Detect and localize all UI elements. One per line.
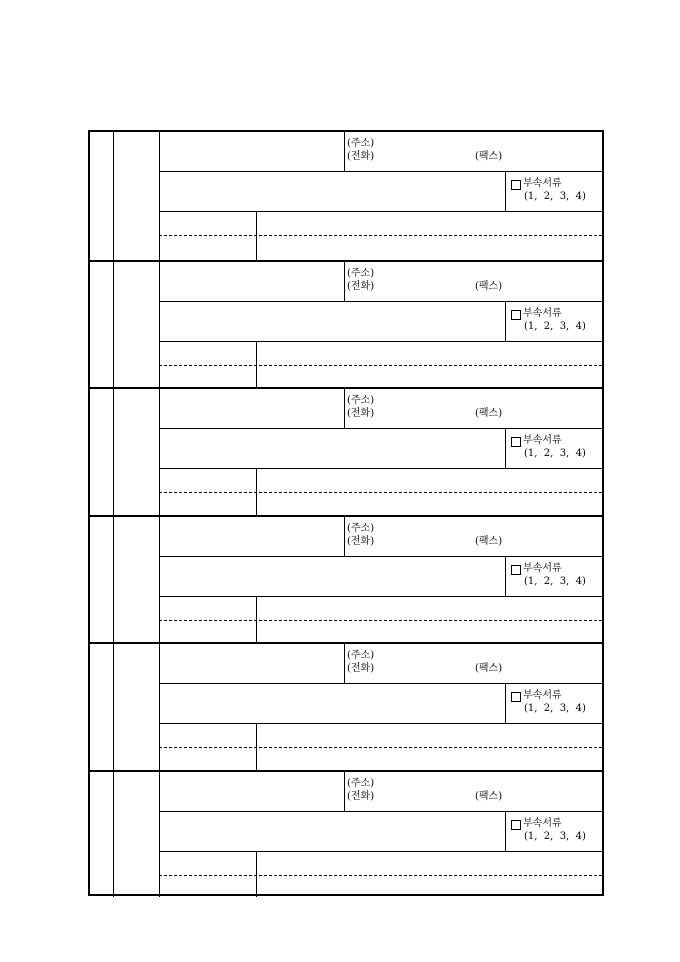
phone-label: (전화) <box>347 151 375 162</box>
signature-row <box>159 342 602 388</box>
phone-label: (전화) <box>347 535 375 547</box>
number-cell[interactable] <box>90 772 114 898</box>
attachments-cell <box>505 812 602 851</box>
role-cell[interactable] <box>113 517 160 643</box>
contact-labels <box>347 394 374 420</box>
dashed-divider <box>159 235 602 236</box>
entry-body <box>159 644 602 770</box>
contact-labels <box>347 777 374 803</box>
contact-labels <box>347 137 374 163</box>
fax-label: (팩스) <box>475 790 503 802</box>
dashed-divider <box>159 875 602 876</box>
number-cell[interactable] <box>90 132 114 260</box>
attachments-numbers: (1, 2, 3, 4) <box>524 830 586 842</box>
attachments-cell <box>505 302 602 341</box>
fax-label: (팩스) <box>475 408 503 419</box>
signature-row <box>159 597 602 643</box>
contact-labels <box>347 522 374 548</box>
role-cell[interactable] <box>113 262 160 388</box>
attachments-checkbox[interactable] <box>511 310 521 320</box>
role-cell[interactable] <box>113 644 160 770</box>
attachments-checkbox[interactable] <box>511 820 521 830</box>
form-entry <box>90 132 602 260</box>
fax-label: (팩스) <box>475 663 503 674</box>
dashed-divider <box>159 747 602 748</box>
signature-row <box>159 212 602 260</box>
form-entry <box>90 515 602 643</box>
signature-row <box>159 469 602 515</box>
form-entry <box>90 642 602 770</box>
entry-body <box>159 132 602 260</box>
attachments-label: 부속서류 <box>523 178 562 189</box>
detail-row <box>159 172 602 212</box>
name-cell[interactable] <box>159 517 345 556</box>
entry-body <box>159 389 602 515</box>
fax-label: (팩스) <box>475 280 503 292</box>
entry-body <box>159 262 602 388</box>
attachments-label: 부속서류 <box>523 307 562 319</box>
attachments-label: 부속서류 <box>523 435 562 446</box>
number-cell[interactable] <box>90 389 114 515</box>
attachments-numbers: (1, 2, 3, 4) <box>524 191 586 202</box>
dashed-divider <box>159 620 602 621</box>
phone-label: (전화) <box>347 663 375 674</box>
name-cell[interactable] <box>159 132 345 171</box>
form-entry <box>90 770 602 898</box>
entry-body <box>159 517 602 643</box>
address-label: (주소) <box>347 650 375 661</box>
contact-row <box>159 262 602 302</box>
role-cell[interactable] <box>113 772 160 898</box>
name-cell[interactable] <box>159 644 345 683</box>
role-cell[interactable] <box>113 389 160 515</box>
entry-body <box>159 772 602 898</box>
address-label: (주소) <box>347 138 375 149</box>
form-entry <box>90 387 602 515</box>
attachments-checkbox[interactable] <box>511 565 521 575</box>
attachments-cell <box>505 684 602 723</box>
attachments-numbers: (1, 2, 3, 4) <box>524 703 586 714</box>
attachments-numbers: (1, 2, 3, 4) <box>524 448 586 459</box>
contact-row <box>159 644 602 684</box>
fax-label: (팩스) <box>475 535 503 547</box>
attachments-cell <box>505 557 602 596</box>
contact-labels <box>347 649 374 675</box>
attachments-label: 부속서류 <box>523 817 562 829</box>
attachments-cell <box>505 172 602 211</box>
address-label: (주소) <box>347 267 375 279</box>
dashed-divider <box>159 492 602 493</box>
phone-label: (전화) <box>347 408 375 419</box>
number-cell[interactable] <box>90 262 114 388</box>
address-label: (주소) <box>347 395 375 406</box>
contact-row <box>159 389 602 429</box>
attachments-checkbox[interactable] <box>511 437 521 447</box>
form-entry <box>90 260 602 388</box>
role-cell[interactable] <box>113 132 160 260</box>
contact-labels <box>347 267 374 293</box>
attachments-checkbox[interactable] <box>511 180 521 190</box>
phone-label: (전화) <box>347 790 375 802</box>
signature-row <box>159 724 602 770</box>
fax-label: (팩스) <box>475 151 503 162</box>
detail-row <box>159 812 602 852</box>
detail-row <box>159 302 602 342</box>
name-cell[interactable] <box>159 772 345 811</box>
form-table <box>88 130 604 896</box>
attachments-label: 부속서류 <box>523 690 562 701</box>
phone-label: (전화) <box>347 280 375 292</box>
name-cell[interactable] <box>159 389 345 428</box>
detail-row <box>159 557 602 597</box>
attachments-label: 부속서류 <box>523 562 562 574</box>
contact-row <box>159 517 602 557</box>
address-label: (주소) <box>347 777 375 789</box>
attachments-checkbox[interactable] <box>511 692 521 702</box>
number-cell[interactable] <box>90 644 114 770</box>
attachments-cell <box>505 429 602 468</box>
dashed-divider <box>159 365 602 366</box>
detail-row <box>159 429 602 469</box>
signature-row <box>159 852 602 898</box>
contact-row <box>159 772 602 812</box>
attachments-numbers: (1, 2, 3, 4) <box>524 320 586 332</box>
attachments-numbers: (1, 2, 3, 4) <box>524 575 586 587</box>
detail-row <box>159 684 602 724</box>
address-label: (주소) <box>347 522 375 534</box>
number-cell[interactable] <box>90 517 114 643</box>
name-cell[interactable] <box>159 262 345 301</box>
contact-row <box>159 132 602 172</box>
